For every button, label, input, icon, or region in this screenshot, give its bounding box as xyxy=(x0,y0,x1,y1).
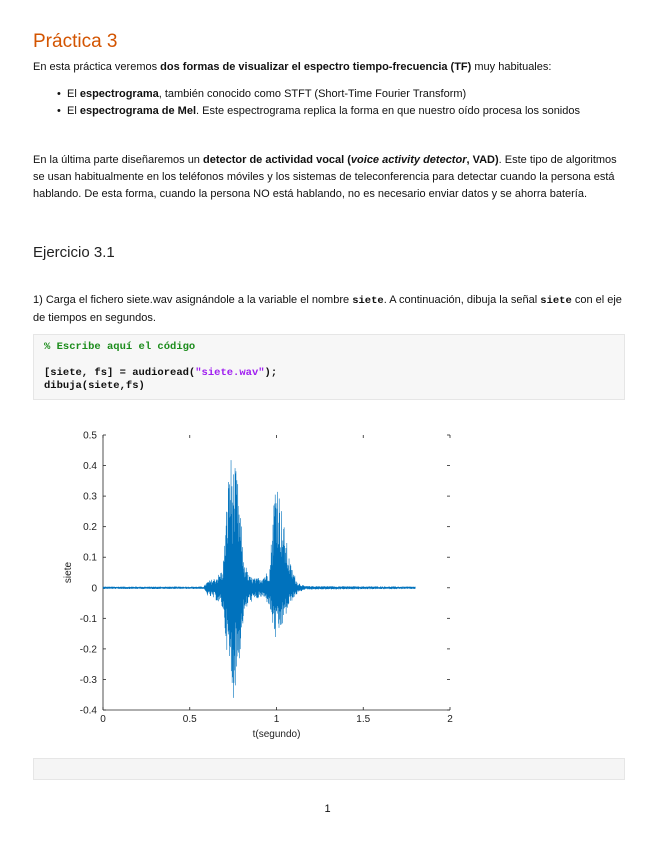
y-tick-label: -0.1 xyxy=(79,613,97,625)
y-tick-label: -0.4 xyxy=(79,705,97,717)
x-tick-label: 0 xyxy=(100,714,106,725)
x-tick-label: 0.5 xyxy=(182,714,197,725)
y-tick-label: 0.3 xyxy=(83,491,97,503)
task-paragraph: 1) Carga el fichero siete.wav asignándole a la variable el nombre siete. A continuación, dibuja la señal siete con el eje de tiempos en segundos. xyxy=(33,294,622,324)
list-item: • El espectrograma, también conocido como STFT (Short-Time Fourier Transform) xyxy=(57,86,597,103)
y-tick-label: -0.2 xyxy=(79,644,97,656)
x-tick-label: 1 xyxy=(273,714,280,725)
intro-text: En esta práctica veremos xyxy=(33,61,161,73)
section-title: Ejercicio 3.1 xyxy=(33,244,115,261)
list-item: • El espectrograma de Mel. Este espectrograma replica la forma en que nuestro oído procesa los sonidos xyxy=(57,103,597,120)
y-axis-label: siete xyxy=(63,561,74,584)
intro-text-end: muy habituales: xyxy=(471,61,552,73)
intro-bold: dos formas de visualizar el espectro tiempo-frecuencia (TF) xyxy=(160,61,472,73)
code-text: % Escribe aquí el código [siete, fs] = audioread("siete.wav"); dibuja(siete,fs) xyxy=(44,341,278,392)
x-tick-label: 2 xyxy=(447,714,453,725)
y-tick-label: -0.3 xyxy=(79,674,97,686)
vad-paragraph: En la última parte diseñaremos un detector de actividad vocal (voice activity detector, VAD). Este tipo de algoritmos se usan habitualmente en los teléfonos móviles y los sistemas de teleconferencia para detectar cuando la persona está hablando. De esta forma, cuando la persona NO está hablando, no es necesario enviar datos y se ahorra batería. xyxy=(33,154,617,200)
y-tick-label: 0 xyxy=(91,583,97,595)
y-tick-label: 0.1 xyxy=(83,552,97,564)
y-tick-label: 0.4 xyxy=(83,461,97,473)
x-tick-label: 1.5 xyxy=(356,714,371,725)
y-tick-label: 0.2 xyxy=(83,522,97,534)
output-cell[interactable] xyxy=(33,758,625,780)
page-number: 1 xyxy=(324,803,331,815)
y-tick-label: 0.5 xyxy=(83,430,97,442)
signal-line xyxy=(103,460,415,698)
page-title: Práctica 3 xyxy=(33,31,118,52)
x-axis-label: t(segundo) xyxy=(252,729,301,740)
